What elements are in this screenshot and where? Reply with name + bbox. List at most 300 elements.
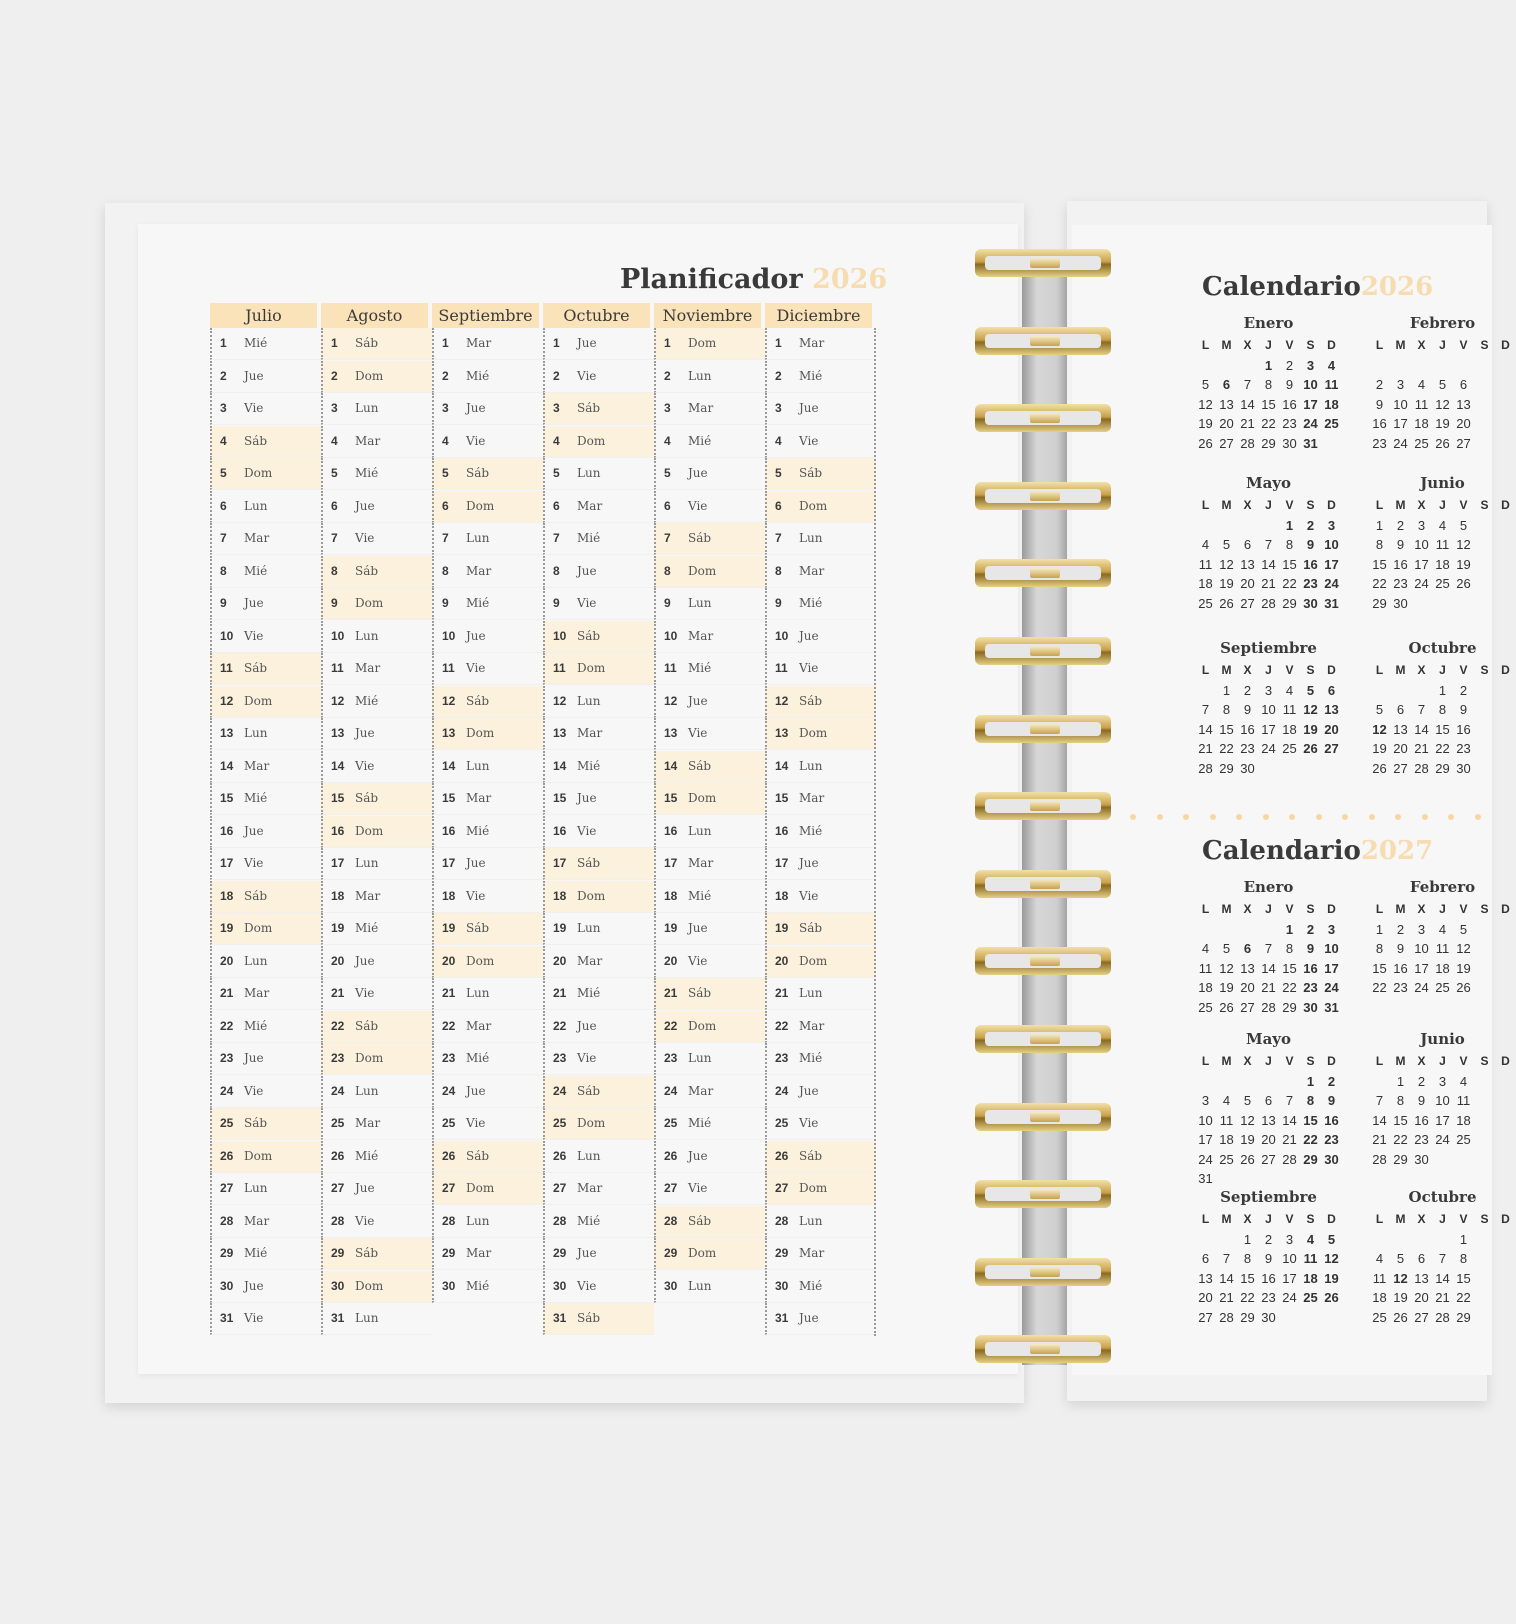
weekday-header: X [1417, 1212, 1426, 1226]
mini-month-grid [1195, 1054, 1342, 1191]
mini-day [1369, 1074, 1390, 1094]
day-number: 20 [442, 953, 456, 968]
mini-day: 17 [1324, 556, 1339, 572]
day-number: 4 [553, 433, 560, 448]
mini-day: 30 [1240, 760, 1255, 776]
planner-day-cell [210, 653, 321, 685]
day-number: 22 [220, 1018, 234, 1033]
day-number: 12 [220, 693, 234, 708]
day-number: 4 [442, 433, 449, 448]
mini-month-grid [1369, 338, 1516, 455]
planner-day-cell [321, 816, 432, 848]
mini-day: 20 [1240, 980, 1255, 995]
mini-day: 15 [1435, 721, 1450, 737]
weekday-name: Mié [799, 368, 823, 383]
weekday-header: V [1459, 1054, 1468, 1068]
mini-day: 9 [1327, 1093, 1336, 1108]
mini-day: 2 [1264, 1231, 1273, 1247]
calendar-title [1202, 836, 1433, 866]
planner-day-cell [321, 523, 432, 555]
day-number: 8 [775, 563, 782, 578]
planner-day-cell [654, 426, 765, 458]
weekday-name: Mié [799, 1278, 823, 1293]
mini-day [1474, 537, 1495, 557]
mini-day: 23 [1414, 1132, 1429, 1147]
weekday-name: Sáb [799, 693, 823, 708]
weekday-header: S [1306, 663, 1315, 677]
weekday-header: M [1395, 902, 1406, 916]
weekday-name: Sáb [244, 433, 268, 448]
planner-day-cell [321, 1238, 432, 1270]
planner-day-cell [432, 718, 543, 750]
day-number: 25 [220, 1116, 234, 1130]
planner-day-cell [765, 1173, 876, 1205]
mini-day [1237, 922, 1258, 942]
weekday-name: Sáb [244, 661, 268, 675]
mini-day: 19 [1456, 556, 1471, 572]
day-number: 7 [553, 531, 560, 545]
weekday-name: Jue [577, 791, 597, 805]
weekday-header: D [1501, 498, 1510, 512]
planner-day-cell [210, 913, 321, 945]
weekday-header: J [1439, 498, 1446, 512]
mini-day: 4 [1438, 921, 1447, 937]
mini-day [1474, 416, 1495, 436]
weekday-name: Lun [244, 953, 268, 968]
mini-day: 19 [1240, 1132, 1255, 1147]
mini-day [1390, 1232, 1411, 1252]
mini-day: 28 [1414, 760, 1429, 776]
mini-day [1411, 358, 1432, 378]
day-number: 12 [775, 693, 789, 708]
day-number: 22 [442, 1018, 456, 1033]
mini-day: 26 [1219, 999, 1234, 1015]
day-number: 21 [331, 986, 345, 1000]
planner-day-cell [543, 1076, 654, 1108]
mini-day: 5 [1438, 377, 1447, 392]
planner-day-cell [765, 653, 876, 685]
planner-day-cell [543, 1108, 654, 1140]
day-number: 6 [553, 498, 560, 513]
binding-ring [975, 868, 1113, 902]
day-number: 14 [442, 758, 456, 773]
mini-day [1495, 1152, 1516, 1172]
weekday-header: X [1243, 498, 1252, 512]
mini-day: 14 [1414, 721, 1429, 737]
mini-day: 3 [1285, 1231, 1294, 1247]
weekday-header: M [1395, 498, 1406, 512]
planner-day-cell [654, 686, 765, 718]
mini-day: 31 [1324, 595, 1339, 611]
mini-day: 4 [1222, 1093, 1231, 1108]
weekday-name: Sáb [355, 791, 379, 805]
planner-day-cell [654, 816, 765, 848]
calendar-title-text: Calendario [1202, 272, 1361, 302]
mini-day: 22 [1219, 741, 1234, 756]
mini-day: 19 [1393, 1290, 1408, 1305]
weekday-name: Sáb [688, 531, 712, 545]
mini-day: 29 [1261, 435, 1276, 451]
planner-day-cell [765, 751, 876, 783]
mini-day: 26 [1456, 576, 1471, 591]
mini-day [1474, 961, 1495, 981]
mini-day [1474, 1271, 1495, 1291]
mini-day [1258, 761, 1279, 781]
day-number: 8 [331, 563, 338, 578]
weekday-name: Mié [466, 596, 490, 610]
mini-day: 29 [1282, 999, 1297, 1015]
planner-day-cell [321, 718, 432, 750]
mini-day: 11 [1414, 396, 1429, 412]
weekday-name: Mar [688, 401, 714, 415]
day-number: 19 [331, 921, 345, 935]
calendar-title [1202, 272, 1433, 302]
mini-day: 17 [1198, 1132, 1213, 1147]
mini-month-grid [1195, 902, 1342, 1019]
mini-day: 10 [1198, 1112, 1213, 1128]
weekday-header: V [1459, 902, 1468, 916]
mini-day [1258, 518, 1279, 538]
mini-day: 19 [1456, 960, 1471, 976]
planner-day-cell [210, 1108, 321, 1140]
mini-day: 26 [1303, 741, 1318, 756]
planner-day-cell [765, 523, 876, 555]
mini-day [1474, 576, 1495, 596]
mini-day: 22 [1303, 1132, 1318, 1147]
weekday-name: Jue [799, 1311, 819, 1325]
weekday-name: Mar [466, 1018, 492, 1033]
planner-day-cell [432, 1238, 543, 1270]
day-number: 31 [331, 1311, 345, 1325]
mini-day: 27 [1219, 435, 1234, 451]
calendar-year: 2026 [1360, 272, 1434, 302]
mini-day: 23 [1303, 980, 1318, 995]
mini-day: 9 [1306, 537, 1315, 552]
weekday-header: V [1459, 338, 1468, 352]
weekday-header: M [1395, 663, 1406, 677]
weekday-name: Mié [688, 433, 712, 448]
planner-day-cell [765, 1141, 876, 1173]
mini-day: 26 [1372, 760, 1387, 776]
planner-day-cell [321, 1076, 432, 1108]
mini-day: 7 [1438, 1251, 1447, 1266]
planner-day-cell [210, 1043, 321, 1075]
day-number: 26 [775, 1148, 789, 1163]
mini-day: 18 [1198, 576, 1213, 591]
planner-day-cell [543, 393, 654, 425]
mini-day: 8 [1243, 1251, 1252, 1266]
mini-month-name: Septiembre [1220, 639, 1317, 657]
mini-day [1321, 761, 1342, 781]
mini-day: 12 [1435, 396, 1450, 412]
mini-day: 13 [1240, 960, 1255, 976]
weekday-name: Dom [799, 498, 828, 513]
mini-day: 27 [1240, 999, 1255, 1015]
planner-day-cell [432, 621, 543, 653]
mini-day [1453, 596, 1474, 616]
mini-day [1495, 1290, 1516, 1310]
weekday-name: Sáb [577, 856, 601, 870]
weekday-header: M [1221, 1212, 1232, 1226]
planner-day-cell [432, 816, 543, 848]
day-number: 28 [664, 1213, 678, 1228]
mini-day: 23 [1240, 741, 1255, 756]
planner-day-cell [543, 653, 654, 685]
planner-day-cell [543, 1043, 654, 1075]
mini-day: 9 [1396, 537, 1405, 552]
planner-day-cell [321, 588, 432, 620]
weekday-header: L [1201, 1212, 1210, 1226]
day-number: 7 [331, 531, 338, 545]
planner-day-cell [321, 848, 432, 880]
mini-month-grid [1195, 1212, 1342, 1329]
planner-day-cell [210, 588, 321, 620]
planner-day-cell [654, 1108, 765, 1140]
mini-day: 26 [1219, 595, 1234, 611]
mini-day: 8 [1396, 1093, 1405, 1108]
weekday-name: Lun [688, 823, 712, 838]
mini-day: 7 [1264, 941, 1273, 956]
weekday-name: Mié [799, 1051, 823, 1065]
weekday-name: Mié [466, 823, 490, 838]
calendar-year: 2027 [1360, 836, 1434, 866]
planner-day-cell [210, 1271, 321, 1303]
day-number: 30 [775, 1278, 789, 1293]
mini-day: 23 [1456, 741, 1471, 756]
mini-day: 11 [1198, 556, 1213, 572]
weekday-name: Jue [688, 921, 708, 935]
weekday-header: D [1327, 1212, 1336, 1226]
weekday-name: Vie [577, 823, 597, 838]
planner-day-cell [432, 1173, 543, 1205]
planner-day-cell [765, 1043, 876, 1075]
weekday-name: Lun [244, 498, 268, 513]
mini-day [1495, 1074, 1516, 1094]
mini-day: 18 [1435, 960, 1450, 976]
mini-day: 10 [1324, 537, 1339, 552]
mini-day: 13 [1393, 721, 1408, 737]
weekday-header: L [1201, 1054, 1210, 1068]
weekday-header: X [1417, 1054, 1426, 1068]
planner-year: 2026 [812, 264, 888, 295]
weekday-name: Mié [466, 1051, 490, 1065]
weekday-name: Dom [244, 1148, 273, 1163]
weekday-name: Mié [466, 1278, 490, 1293]
mini-day: 1 [1375, 517, 1384, 533]
mini-day: 23 [1303, 576, 1318, 591]
weekday-header: M [1395, 1054, 1406, 1068]
weekday-name: Dom [244, 921, 273, 935]
day-number: 24 [664, 1083, 678, 1098]
mini-day: 6 [1222, 377, 1231, 392]
weekday-name: Jue [244, 1051, 264, 1065]
mini-day: 30 [1324, 1151, 1339, 1167]
mini-day: 15 [1240, 1270, 1255, 1286]
mini-day: 1 [1264, 357, 1273, 373]
weekday-name: Mié [244, 791, 268, 805]
binding-ring [975, 1333, 1113, 1367]
day-number: 14 [331, 758, 345, 773]
weekday-name: Dom [466, 953, 495, 968]
planner-day-cell [432, 946, 543, 978]
mini-day [1321, 436, 1342, 456]
weekday-header: X [1417, 498, 1426, 512]
weekday-name: Lun [577, 1148, 601, 1163]
mini-month-grid [1195, 338, 1342, 455]
mini-day [1411, 683, 1432, 703]
day-number: 23 [664, 1051, 678, 1065]
day-number: 3 [220, 401, 227, 415]
mini-day [1474, 980, 1495, 1000]
mini-day [1453, 358, 1474, 378]
weekday-name: Sáb [466, 693, 490, 708]
mini-day [1216, 922, 1237, 942]
day-number: 20 [775, 953, 789, 968]
mini-month-grid [1369, 902, 1516, 1000]
mini-day: 21 [1261, 980, 1276, 995]
mini-day: 5 [1459, 517, 1468, 533]
weekday-name: Jue [577, 1018, 597, 1033]
weekday-name: Mié [244, 336, 268, 350]
mini-day [1474, 941, 1495, 961]
mini-day: 8 [1222, 702, 1231, 717]
mini-day: 5 [1306, 682, 1315, 698]
mini-day: 13 [1198, 1270, 1213, 1286]
planner-day-cell [543, 881, 654, 913]
mini-day: 4 [1201, 537, 1210, 552]
mini-day: 25 [1303, 1290, 1318, 1305]
day-number: 11 [664, 661, 677, 675]
weekday-name: Vie [466, 1116, 486, 1130]
planner-day-cell [765, 328, 876, 360]
mini-day: 28 [1219, 1309, 1234, 1325]
mini-day: 6 [1264, 1093, 1273, 1108]
planner-day-cell [321, 653, 432, 685]
planner-day-cell [210, 1141, 321, 1173]
weekday-name: Dom [466, 498, 495, 513]
mini-day: 31 [1303, 435, 1318, 451]
mini-day [1216, 1232, 1237, 1252]
planner-day-cell [321, 946, 432, 978]
weekday-name: Lun [244, 726, 268, 740]
day-number: 3 [553, 401, 560, 415]
mini-day: 4 [1327, 357, 1336, 373]
mini-day [1195, 922, 1216, 942]
month-header: Agosto [321, 303, 428, 328]
mini-day: 6 [1396, 702, 1405, 717]
day-number: 29 [442, 1246, 456, 1260]
mini-day: 29 [1303, 1151, 1318, 1167]
mini-day: 12 [1303, 702, 1318, 717]
mini-day: 6 [1243, 537, 1252, 552]
mini-day: 2 [1375, 377, 1384, 392]
planner-day-cell [543, 1173, 654, 1205]
planner-day-cell [765, 913, 876, 945]
mini-day: 14 [1219, 1270, 1234, 1286]
planner-title-text: Planificador [620, 264, 803, 295]
mini-day: 15 [1372, 556, 1387, 572]
planner-day-cell [210, 556, 321, 588]
planner-day-cell [654, 458, 765, 490]
mini-day [1300, 1310, 1321, 1330]
planner-day-cell [543, 588, 654, 620]
weekday-name: Sáb [244, 888, 268, 903]
mini-day: 1 [1459, 1231, 1468, 1247]
binding-ring [975, 325, 1113, 359]
mini-day: 28 [1261, 595, 1276, 611]
mini-day [1495, 397, 1516, 417]
weekday-name: Mar [799, 1246, 825, 1260]
mini-day: 10 [1261, 702, 1276, 717]
mini-day: 21 [1372, 1132, 1387, 1147]
planner-day-cell [654, 491, 765, 523]
weekday-name: Mar [577, 953, 603, 968]
day-number: 15 [664, 791, 678, 805]
planner-day-cell [321, 686, 432, 718]
mini-day: 25 [1435, 980, 1450, 995]
day-number: 24 [553, 1083, 567, 1098]
mini-day: 10 [1414, 941, 1429, 956]
mini-day: 20 [1456, 416, 1471, 431]
planner-day-cell [210, 523, 321, 555]
mini-day: 17 [1414, 960, 1429, 976]
weekday-header: S [1306, 902, 1315, 916]
day-number: 17 [331, 856, 345, 870]
mini-month-grid [1369, 498, 1516, 615]
planner-day-cell [210, 978, 321, 1010]
day-number: 5 [331, 466, 338, 480]
day-number: 8 [442, 563, 449, 578]
weekday-header: S [1306, 1054, 1315, 1068]
planner-day-cell [765, 361, 876, 393]
mini-day: 11 [1372, 1270, 1387, 1286]
weekday-name: Mar [577, 726, 603, 740]
weekday-header: L [1201, 902, 1210, 916]
day-number: 22 [331, 1018, 345, 1033]
planner-day-cell [654, 1238, 765, 1270]
mini-day: 18 [1303, 1270, 1318, 1286]
mini-day [1216, 518, 1237, 538]
mini-day: 16 [1456, 721, 1471, 737]
weekday-name: Vie [244, 856, 264, 870]
planner-day-cell [765, 1076, 876, 1108]
planner-day-cell [210, 816, 321, 848]
planner-day-cell [321, 1141, 432, 1173]
day-number: 21 [553, 986, 567, 1000]
mini-day: 2 [1306, 921, 1315, 937]
mini-day [1195, 683, 1216, 703]
planner-day-cell [765, 1303, 876, 1335]
mini-day [1216, 358, 1237, 378]
weekday-name: Sáb [688, 986, 712, 1000]
mini-day: 2 [1243, 682, 1252, 698]
day-number: 12 [553, 693, 567, 708]
mini-day: 30 [1282, 435, 1297, 451]
mini-day: 21 [1435, 1290, 1450, 1305]
weekday-name: Mar [577, 1181, 603, 1195]
planner-day-cell [210, 361, 321, 393]
binding-ring [975, 1178, 1113, 1212]
weekday-name: Dom [355, 368, 384, 383]
mini-day [1474, 1132, 1495, 1152]
mini-day [1495, 557, 1516, 577]
mini-day: 16 [1414, 1112, 1429, 1128]
planner-day-cell [210, 1206, 321, 1238]
weekday-name: Lun [688, 596, 712, 610]
weekday-header: L [1375, 663, 1384, 677]
planner-day-cell [432, 978, 543, 1010]
mini-day: 4 [1201, 941, 1210, 956]
